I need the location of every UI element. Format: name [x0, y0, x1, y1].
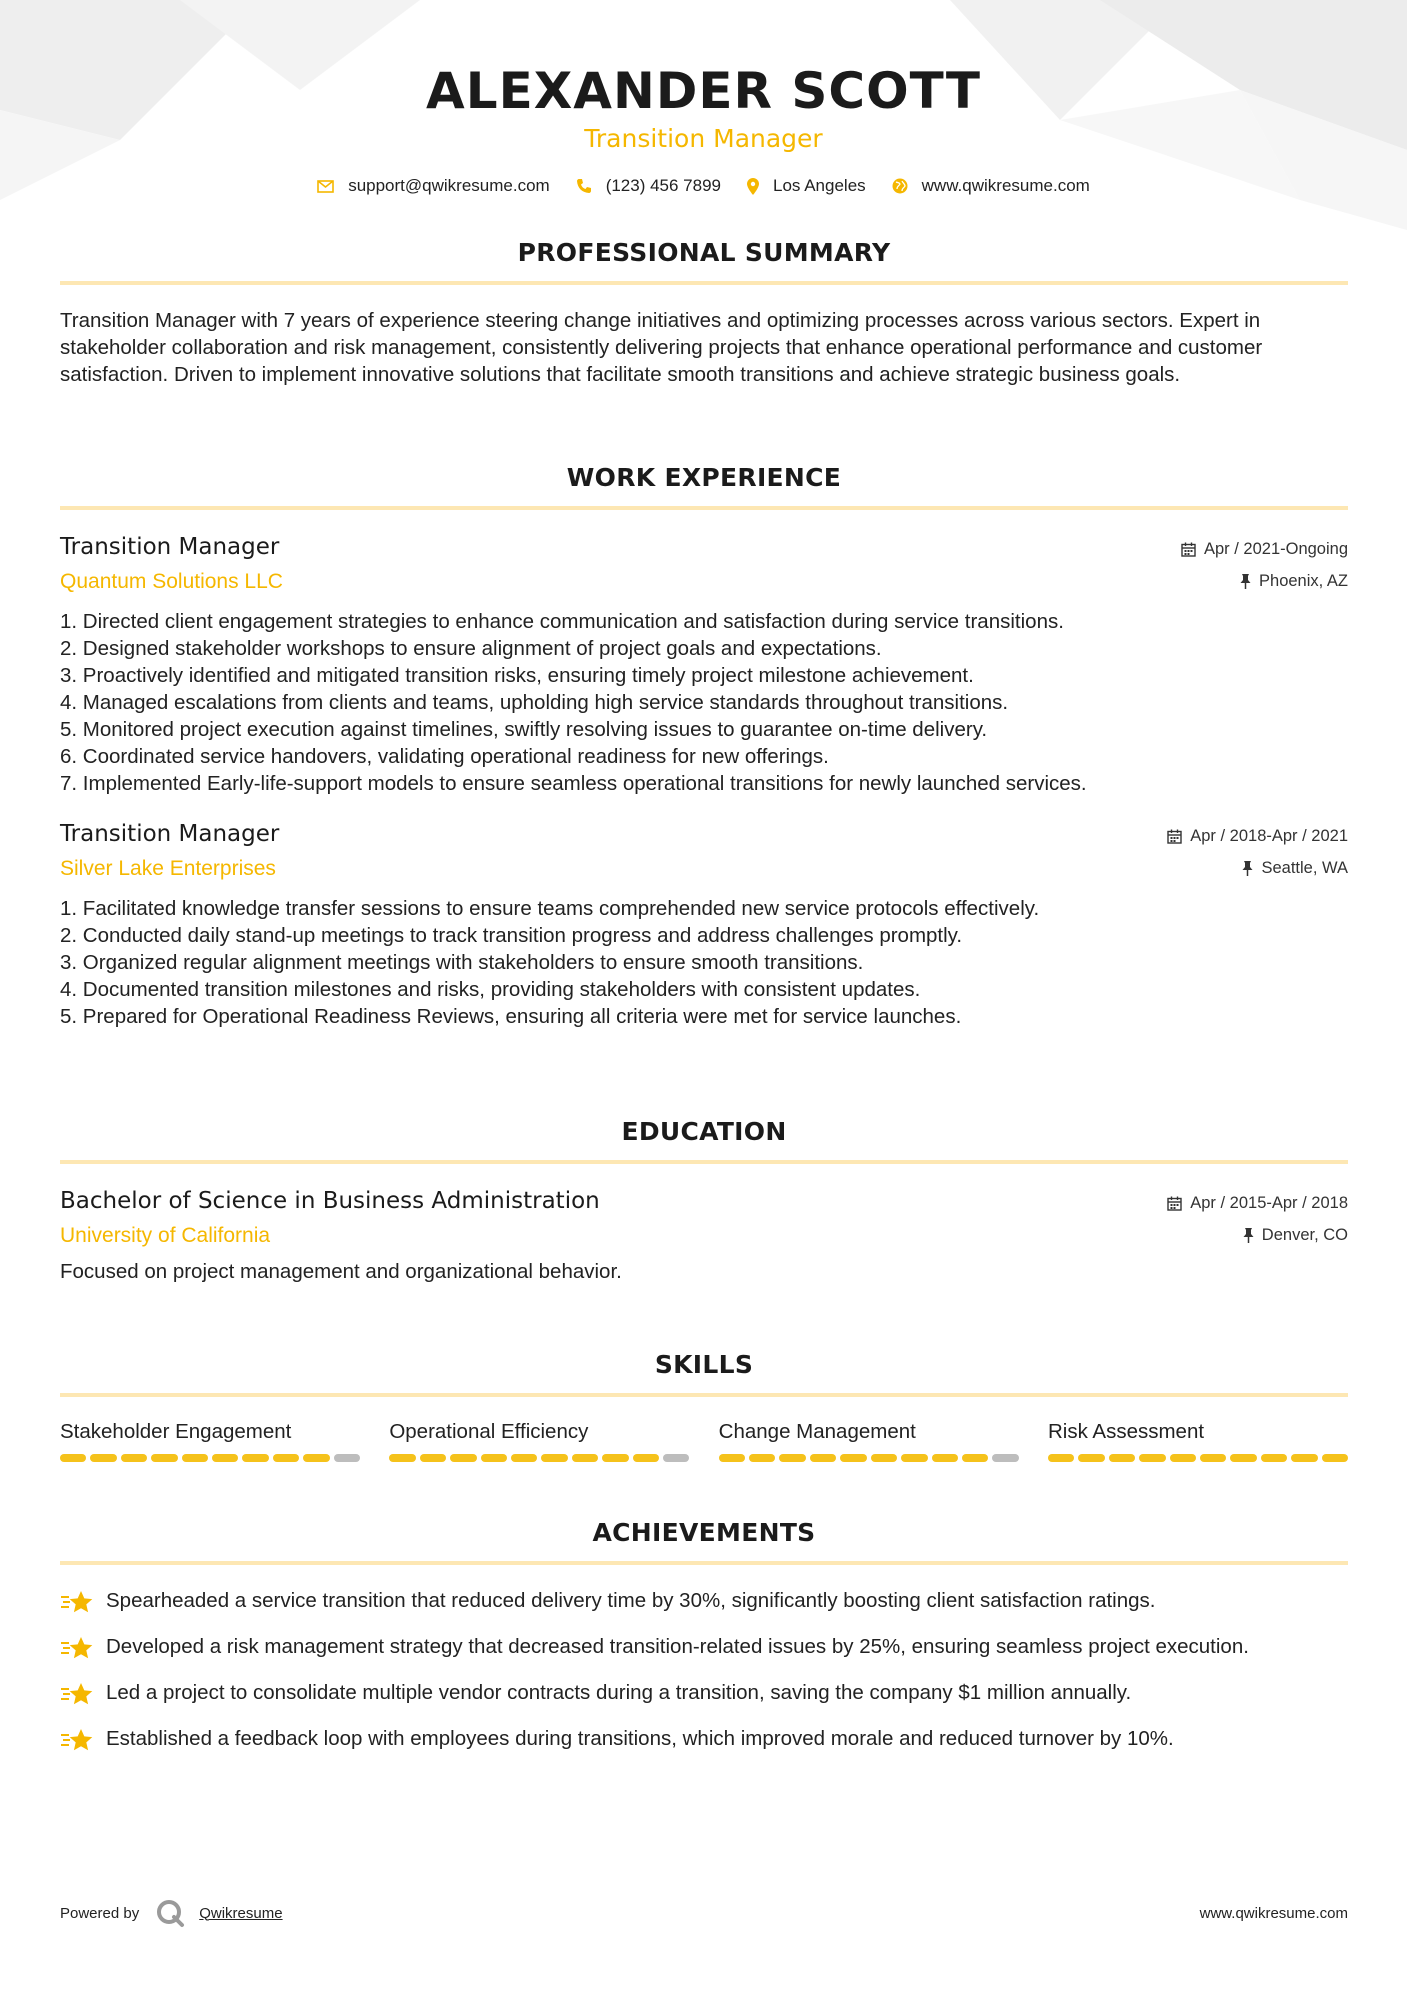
skill-segment-filled [1109, 1454, 1135, 1462]
skill-segment-filled [1200, 1454, 1226, 1462]
job-bullet: 2. Designed stakeholder workshops to ensure alignment of project goals and expectations. [60, 637, 882, 660]
skill-segment-empty [334, 1454, 360, 1462]
job-location [1181, 570, 1348, 592]
qwikresume-link[interactable]: Qwikresume [199, 1904, 283, 1922]
skill-segment-filled [1230, 1454, 1256, 1462]
job-dates [1167, 825, 1348, 847]
achievements-section [60, 1518, 1348, 1771]
skill-segment-filled [420, 1454, 446, 1462]
contact-email[interactable] [317, 176, 550, 196]
skill-segment-empty [992, 1454, 1018, 1462]
qwikresume-logo-icon [155, 1898, 185, 1928]
skill-segment-filled [810, 1454, 836, 1462]
job-location [1167, 857, 1348, 879]
pushpin-icon [1243, 1228, 1254, 1243]
map-pin-icon [747, 178, 759, 195]
job-bullet: 2. Conducted daily stand-up meetings to track transition progress and address challenges promptly. [60, 924, 963, 947]
job-bullet: 4. Documented transition milestones and risks, providing stakeholders with consistent updates. [60, 978, 921, 1001]
skill-segment-filled [481, 1454, 507, 1462]
skill-segment-filled [151, 1454, 177, 1462]
skill-segment-filled [450, 1454, 476, 1462]
job-meta [1181, 538, 1348, 592]
contact-location-text: Los Angeles [773, 176, 866, 195]
globe-icon [892, 178, 908, 194]
star-icon [60, 1635, 94, 1661]
job-bullet: 4. Managed escalations from clients and teams, upholding high service standards throughout transitions. [60, 691, 1009, 714]
job-location-text: Phoenix, AZ [1259, 571, 1348, 590]
footer-website[interactable]: www.qwikresume.com [1199, 1904, 1348, 1922]
skill-segment-filled [901, 1454, 927, 1462]
skill-segment-filled [962, 1454, 988, 1462]
education-dates [1167, 1192, 1348, 1214]
skill-segment-filled [602, 1454, 628, 1462]
skill-item [1048, 1419, 1348, 1462]
pushpin-icon [1242, 861, 1253, 876]
job-bullet: 3. Organized regular alignment meetings with stakeholders to ensure smooth transitions. [60, 951, 864, 974]
resume-header [0, 0, 1407, 196]
skill-segment-filled [541, 1454, 567, 1462]
school-name: University of California [60, 1224, 271, 1247]
skill-level-bar [389, 1454, 689, 1462]
job-bullet: 7. Implemented Early-life-support models to ensure seamless operational transitions for newly launched services. [60, 772, 1087, 795]
contact-website[interactable] [892, 176, 1090, 196]
degree-title: Bachelor of Science in Business Administration [60, 1188, 600, 1214]
job-entry [60, 532, 1348, 797]
skill-item [389, 1419, 689, 1462]
education-entry [60, 1186, 1348, 1285]
job-company: Silver Lake Enterprises [60, 857, 276, 880]
achievement-item [60, 1587, 1348, 1615]
job-entry [60, 819, 1348, 1030]
education-divider [60, 1160, 1348, 1164]
job-dates [1181, 538, 1348, 560]
summary-heading: PROFESSIONAL SUMMARY [517, 238, 891, 267]
achievement-text: Developed a risk management strategy that decreased transition-related issues by 25%, ensuring seamless project execution. [106, 1635, 1249, 1658]
job-bullet: 1. Facilitated knowledge transfer sessions to ensure teams comprehended new service protocols effectively. [60, 897, 1040, 920]
skill-name: Operational Efficiency [389, 1420, 589, 1443]
skill-item [60, 1419, 360, 1462]
skill-level-bar [1048, 1454, 1348, 1462]
skill-segment-filled [779, 1454, 805, 1462]
job-bullets [60, 895, 1348, 1030]
skill-segment-filled [749, 1454, 775, 1462]
skill-segment-filled [1139, 1454, 1165, 1462]
powered-by [60, 1898, 283, 1928]
job-dates-text: Apr / 2018-Apr / 2021 [1190, 826, 1348, 845]
skill-segment-filled [273, 1454, 299, 1462]
skills-section [60, 1350, 1348, 1462]
summary-section [60, 238, 1348, 388]
achievements-divider [60, 1561, 1348, 1565]
education-heading: EDUCATION [621, 1117, 787, 1146]
job-bullet: 6. Coordinated service handovers, validating operational readiness for new offerings. [60, 745, 829, 768]
skill-segment-filled [212, 1454, 238, 1462]
page-footer [60, 1898, 1348, 1928]
skills-list [60, 1419, 1348, 1462]
calendar-icon [1181, 542, 1196, 557]
experience-section [60, 463, 1348, 1030]
skill-segment-filled [840, 1454, 866, 1462]
education-dates-text: Apr / 2015-Apr / 2018 [1190, 1193, 1348, 1212]
skills-heading: SKILLS [654, 1350, 754, 1379]
contact-phone[interactable] [576, 176, 721, 196]
skill-segment-filled [572, 1454, 598, 1462]
skill-name: Stakeholder Engagement [60, 1420, 292, 1443]
skill-segment-filled [389, 1454, 415, 1462]
skill-segment-filled [1078, 1454, 1104, 1462]
skill-segment-filled [1048, 1454, 1074, 1462]
skill-level-bar [719, 1454, 1019, 1462]
skill-segment-filled [871, 1454, 897, 1462]
job-title: Transition Manager [60, 821, 280, 847]
envelope-icon [317, 180, 334, 193]
education-section [60, 1117, 1348, 1285]
achievement-item [60, 1633, 1348, 1661]
job-location-text: Seattle, WA [1261, 858, 1348, 877]
experience-heading: WORK EXPERIENCE [566, 463, 842, 492]
contact-website-text: www.qwikresume.com [921, 176, 1090, 195]
star-icon [60, 1589, 94, 1615]
skill-segment-filled [303, 1454, 329, 1462]
skill-segment-filled [1322, 1454, 1348, 1462]
skills-divider [60, 1393, 1348, 1397]
star-icon [60, 1727, 94, 1753]
achievement-text: Established a feedback loop with employees during transitions, which improved morale and reduced turnover by 10%. [106, 1727, 1174, 1750]
job-dates-text: Apr / 2021-Ongoing [1203, 539, 1348, 558]
skill-level-bar [60, 1454, 360, 1462]
skill-segment-filled [1291, 1454, 1317, 1462]
skill-segment-filled [121, 1454, 147, 1462]
skill-segment-filled [719, 1454, 745, 1462]
job-bullet: 5. Monitored project execution against timelines, swiftly resolving issues to guarantee on-time delivery. [60, 718, 988, 741]
summary-divider [60, 281, 1348, 285]
candidate-role: Transition Manager [584, 124, 823, 153]
job-bullet: 5. Prepared for Operational Readiness Reviews, ensuring all criteria were met for service launches. [60, 1005, 962, 1028]
achievement-item [60, 1725, 1348, 1753]
experience-divider [60, 506, 1348, 510]
summary-text: Transition Manager with 7 years of experience steering change initiatives and optimizing processes across various sectors. Expert in stakeholder collaboration and risk management, consistently delivering projects that enhance operational performance and customer satisfaction. Driven to implement innovative solutions that facilitate smooth transitions and achieve strategic business goals. [60, 309, 1263, 386]
skill-segment-filled [60, 1454, 86, 1462]
skill-item [719, 1419, 1019, 1462]
job-bullet: 1. Directed client engagement strategies to enhance communication and satisfaction during service transitions. [60, 610, 1064, 633]
skill-segment-filled [1170, 1454, 1196, 1462]
skill-segment-filled [182, 1454, 208, 1462]
education-description: Focused on project management and organizational behavior. [60, 1260, 622, 1283]
calendar-icon [1167, 829, 1182, 844]
skill-segment-filled [932, 1454, 958, 1462]
achievement-text: Spearheaded a service transition that reduced delivery time by 30%, significantly boosting client satisfaction ratings. [106, 1589, 1156, 1612]
skill-name: Risk Assessment [1047, 1420, 1205, 1443]
skill-name: Change Management [718, 1420, 916, 1443]
job-company: Quantum Solutions LLC [60, 570, 283, 593]
job-meta [1167, 825, 1348, 879]
skill-segment-filled [633, 1454, 659, 1462]
achievements-heading: ACHIEVEMENTS [592, 1518, 816, 1547]
powered-by-label: Powered by [60, 1904, 140, 1922]
star-icon [60, 1681, 94, 1707]
skill-segment-filled [511, 1454, 537, 1462]
achievement-item [60, 1679, 1348, 1707]
education-location [1167, 1224, 1348, 1246]
job-bullet: 3. Proactively identified and mitigated transition risks, ensuring timely project milestone achievement. [60, 664, 974, 687]
phone-icon [576, 178, 592, 194]
contact-location [747, 176, 866, 196]
job-bullets [60, 608, 1348, 797]
calendar-icon [1167, 1196, 1182, 1211]
achievements-list [60, 1587, 1348, 1753]
skill-segment-empty [663, 1454, 689, 1462]
skill-segment-filled [1261, 1454, 1287, 1462]
contact-phone-text: (123) 456 7899 [605, 176, 722, 195]
job-title: Transition Manager [60, 534, 280, 560]
contact-bar [0, 176, 1407, 196]
contact-email-text: support@qwikresume.com [348, 176, 550, 195]
pushpin-icon [1240, 574, 1251, 589]
achievement-text: Led a project to consolidate multiple vendor contracts during a transition, saving the company $1 million annually. [106, 1681, 1132, 1704]
skill-segment-filled [90, 1454, 116, 1462]
education-meta [1167, 1192, 1348, 1246]
education-location-text: Denver, CO [1261, 1225, 1348, 1244]
candidate-name: ALEXANDER SCOTT [426, 62, 981, 120]
skill-segment-filled [242, 1454, 268, 1462]
